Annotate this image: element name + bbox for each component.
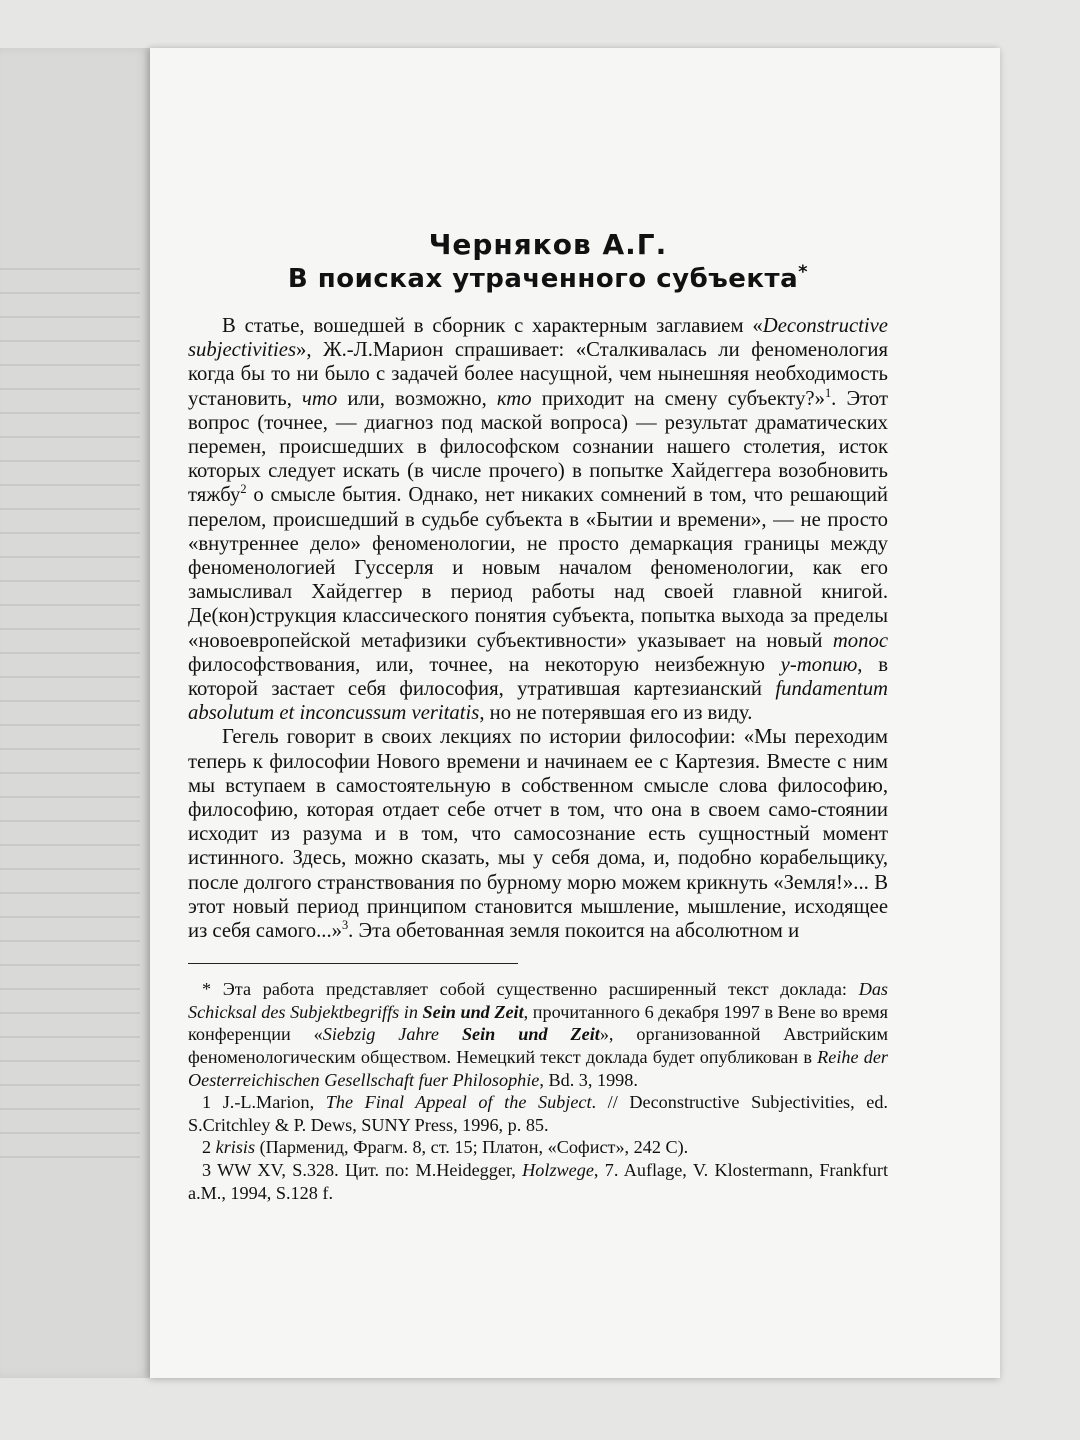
page-content [188, 228, 888, 1204]
footnote-3: 3 WW XV, S.328. Цит. по: M.Heidegger, Holzwege, 7. Auflage, V. Klostermann, Frankfurt a.M., 1994, S.128 f. [188, 1160, 889, 1203]
article-title-text: В поисках утраченного субъекта [287, 264, 799, 294]
left-page-ghost-text [0, 268, 140, 1168]
article-author: Черняков А.Г. [428, 228, 668, 261]
footnote-ref-1: 1 [824, 385, 832, 400]
footnote-ref-3: 3 [341, 918, 349, 933]
footnote-ref-2: 2 [240, 482, 247, 497]
article-title [208, 262, 888, 296]
footnote-divider [188, 963, 518, 964]
book-page [150, 48, 1000, 1378]
footnotes [188, 978, 888, 1204]
footnote-2: 2 krisis (Парменид, Фрагм. 8, ст. 15; Платон, «Софист», 242 C). [202, 1137, 689, 1158]
title-footnote-mark: * [798, 261, 809, 283]
paragraph-1: В статье, вошедшей в сборник с характерным заглавием «Deconstructive subjectivities», Ж.-Л.Марион спрашивает: «Сталкивалась ли феноменология когда бы то ни было с задачей более насущной, чем нынешняя необходимость установить, что или, возможно, кто приходит на смену субъекту?»$^1$. Этот вопрос (точнее, — диагноз под маской вопроса) — результат драматических перемен, происшедших в философском сознании нашего столетия, исток которых следует искать (в числе прочего) в попытке Хайдеггера возобновить тяжбу$^2$ о смысле бытия. Однако, нет никаких сомнений в том, что решающий перелом, происшедший в судьбе субъекта в «Бытии и времени», — не просто «внутреннее дело» феноменологии, не просто демаркация границы между феноменологией Гуссерля и новым началом феноменологии, как его замысливал Хайдеггер в период работы над своей главной книгой. Де(кон)струкция классического понятия субъекта, попытка выхода за пределы «новоевропейской метафизики субъективности» указывает на новый топос философствования, или, точнее, на некоторую неизбежную у-топию, в которой застает себя философия, утратившая картезианский fundamentum absolutum et inconcussum veritatis, но не потерявшая его из виду. [188, 315, 888, 725]
paragraph-2: Гегель говорит в своих лекциях по истории философии: «Мы переходим теперь к философии Нового времени и начинаем ее с Картезия. Вместе с ним мы вступаем в самостоятельную в собственном смысле слова философию, философию, которая отдает себе отчет в том, что она в своем само-стоянии исходит из разума и в том, что самосознание есть сущностный момент истинного. Здесь, можно сказать, мы у себя дома, и, подобно корабельщику, после долгого странствования по бурному морю можем крикнуть «Земля!»... В этот новый период принципом становится мышление, мышление, исходящее из себя самого...»$^3$. Эта обетованная земля покоится на абсолютном и [188, 726, 888, 943]
footnote-star: * Эта работа представляет собой существенно расширенный текст доклада: Das Schicksal des Subjektbegriffs in Sein und Zeit, прочитанного 6 декабря 1997 в Вене во время конференции «Siebzig Jahre Sein und Zeit», организованной Австрийским феноменологическим обществом. Немецкий текст доклада будет опубликован в Reihe der Oesterreichischen Gesellschaft fuer Philosophie, Bd. 3, 1998. [188, 979, 889, 1090]
left-page-edge [0, 48, 150, 1378]
footnote-1: 1 J.-L.Marion, The Final Appeal of the Subject. // Deconstructive Subjectivities, ed. S.Critchley & P. Dews, SUNY Press, 1996, p. 85. [188, 1092, 888, 1135]
article-body [188, 314, 888, 943]
